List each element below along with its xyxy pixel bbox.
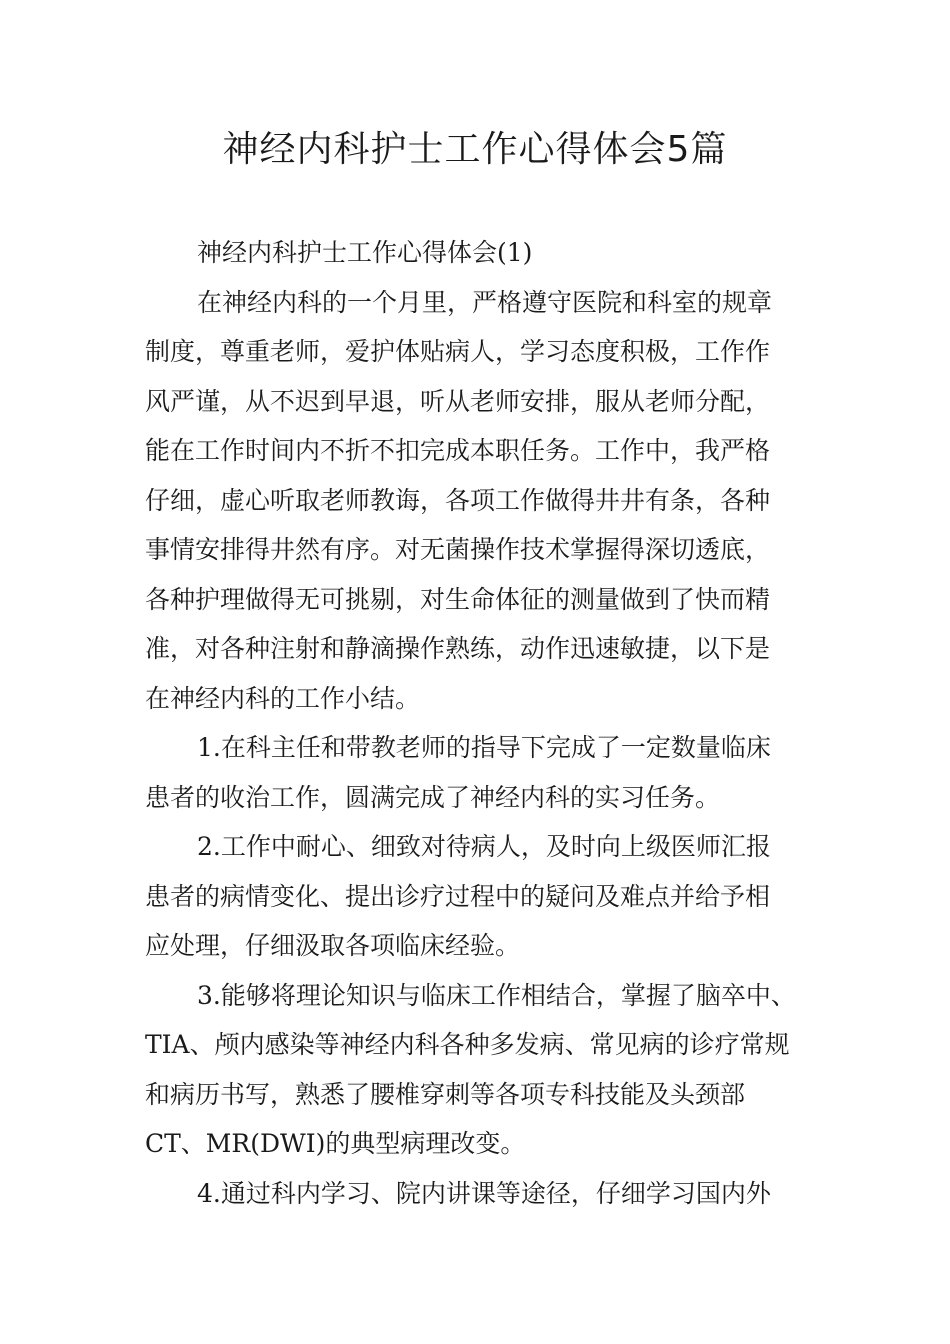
- section-heading: 神经内科护士工作心得体会(1): [197, 238, 533, 267]
- list-item-line: 应处理，仔细汲取各项临床经验。: [145, 931, 521, 960]
- list-item-line: 2.工作中耐心、细致对待病人，及时向上级医师汇报: [197, 832, 771, 861]
- list-item-line: 3.能够将理论知识与临床工作相结合，掌握了脑卒中、: [197, 980, 796, 1010]
- list-item-line: 患者的病情变化、提出诊疗过程中的疑问及难点并给予相: [145, 881, 771, 911]
- paragraph-line: 能在工作时间内不折不扣完成本职任务。工作中，我严格: [145, 436, 771, 465]
- paragraph-line: 风严谨，从不迟到早退，听从老师安排，服从老师分配，: [145, 386, 771, 416]
- paragraph-line: 在神经内科的一个月里，严格遵守医院和科室的规章: [197, 287, 773, 317]
- paragraph-line: 事情安排得井然有序。对无菌操作技术掌握得深切透底，: [145, 535, 771, 564]
- paragraph-line: 各种护理做得无可挑剔，对生命体征的测量做到了快而精: [145, 584, 771, 614]
- list-item-line: 和病历书写，熟悉了腰椎穿刺等各项专科技能及头颈部: [145, 1079, 746, 1109]
- paragraph-line: 制度，尊重老师，爱护体贴病人，学习态度积极，工作作: [145, 337, 771, 366]
- paragraph-line: 准，对各种注射和静滴操作熟练，动作迅速敏捷，以下是: [145, 634, 771, 663]
- list-item-line: TIA、颅内感染等神经内科各种多发病、常见病的诊疗常规: [145, 1030, 790, 1059]
- list-item-line: CT、MR(DWI)的典型病理改变。: [145, 1129, 526, 1158]
- list-item-line: 1.在科主任和带教老师的指导下完成了一定数量临床: [197, 733, 771, 762]
- document-title: 神经内科护士工作心得体会5篇: [222, 129, 728, 170]
- document-body: [145, 228, 807, 1218]
- list-item-line: 4.通过科内学习、院内讲课等途径，仔细学习国内外: [197, 1178, 771, 1208]
- paragraph-line: 仔细，虚心听取老师教诲，各项工作做得井井有条，各种: [145, 485, 771, 515]
- paragraph-line: 在神经内科的工作小结。: [145, 683, 421, 713]
- list-item-line: 患者的收治工作，圆满完成了神经内科的实习任务。: [145, 782, 721, 812]
